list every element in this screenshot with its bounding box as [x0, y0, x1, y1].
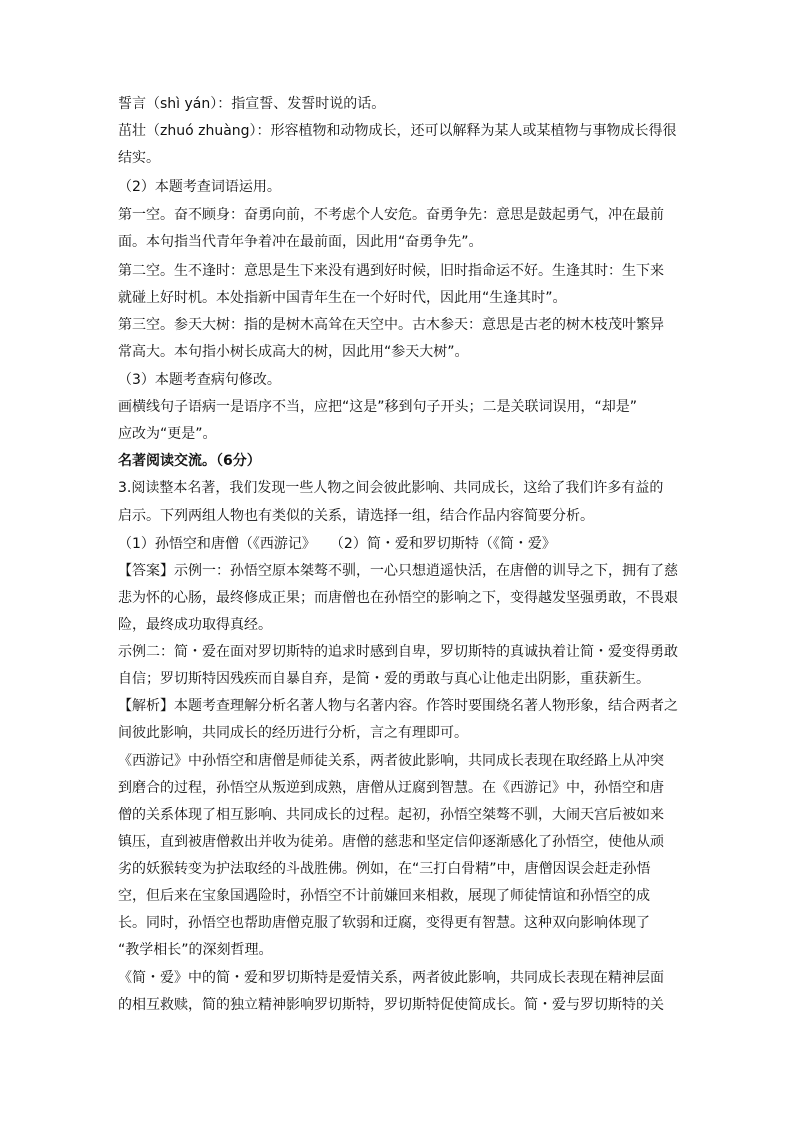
text-line: 就碰上好时机。本处指新中国青年生在一个好时代，因此用“生逢其时”。 — [118, 290, 567, 306]
text-line: （3）本题考查病句修改。 — [118, 372, 281, 388]
text-line: 僧的关系体现了相互影响、共同成长的过程。起初，孙悟空桀骜不驯，大闹天宫后被如来 — [118, 807, 664, 823]
text-line: （2）本题考查词语运用。 — [118, 179, 281, 195]
text-line: 空，但后来在宝象国遇险时，孙悟空不计前嫌回来相救，展现了师徒情谊和孙悟空的成 — [118, 888, 650, 904]
text-line: 《西游记》中孙悟空和唐僧是师徒关系，两者彼此影响，共同成长表现在取经路上从冲突 — [118, 753, 664, 769]
text-line: 险，最终成功取得真经。 — [118, 617, 272, 633]
text-line: （1）孙悟空和唐僧（《西游记》 （2）简・爱和罗切斯特（《简・爱》 — [118, 536, 556, 552]
text-line: 画横线句子语病一是语序不当，应把“这是”移到句子开头；二是关联词误用，“却是” — [118, 399, 638, 415]
text-line: 示例二：简・爱在面对罗切斯特的追求时感到自卑，罗切斯特的真诚执着让简・爱变得勇敢 — [118, 644, 678, 660]
text-line: 长。同时，孙悟空也帮助唐僧克服了软弱和迂腐，变得更有智慧。这种双向影响体现了 — [118, 915, 650, 931]
text-line: 【答案】示例一：孙悟空原本桀骜不驯，一心只想逍遥快活，在唐僧的训导之下，拥有了慈 — [118, 563, 678, 579]
text-line: 应改为“更是”。 — [118, 426, 217, 442]
text-line: 3.阅读整本名著，我们发现一些人物之间会彼此影响、共同成长，这给了我们许多有益的 — [118, 480, 664, 496]
text-line: 面。本句指当代青年争着冲在最前面，因此用“奋勇争先”。 — [118, 234, 483, 250]
text-line: 的相互救赎，简的独立精神影响罗切斯特，罗切斯特促使简成长。简・爱与罗切斯特的关 — [118, 997, 664, 1013]
text-line: 镇压，直到被唐僧救出并收为徒弟。唐僧的慈悲和坚定信仰逐渐感化了孙悟空，使他从顽 — [118, 834, 664, 850]
text-line: 劣的妖猴转变为护法取经的斗战胜佛。例如，在“三打白骨精”中，唐僧因误会赶走孙悟 — [118, 861, 651, 877]
text-line: 茁壮（zhuó zhuàng）：形容植物和动物成长，还可以解释为某人或某植物与事物成长得很 — [118, 123, 677, 139]
text-line: 誓言（shì yán）：指宣誓、发誓时说的话。 — [118, 96, 386, 112]
text-line: 悲为怀的心肠，最终修成正果；而唐僧也在孙悟空的影响之下，变得越发坚强勇敢，不畏艰 — [118, 590, 678, 606]
text-line: 到磨合的过程，孙悟空从叛逆到成熟，唐僧从迂腐到智慧。在《西游记》中，孙悟空和唐 — [118, 780, 664, 796]
text-line: 第三空。参天大树：指的是树木高耸在天空中。古木参天：意思是古老的树木枝茂叶繁异 — [118, 317, 664, 333]
text-line: 【解析】本题考查理解分析名著人物与名著内容。作答时要围绕名著人物形象，结合两者之 — [118, 698, 678, 714]
text-line: 常高大。本句指小树长成高大的树，因此用“参天大树”。 — [118, 344, 469, 360]
text-line: 启示。下列两组人物也有类似的关系，请选择一组，结合作品内容简要分析。 — [118, 508, 594, 524]
text-line: 间彼此影响，共同成长的经历进行分析，言之有理即可。 — [118, 725, 468, 741]
text-line: 第一空。奋不顾身：奋勇向前，不考虑个人安危。奋勇争先：意思是鼓起勇气，冲在最前 — [118, 207, 664, 223]
text-line: 《简・爱》中的简・爱和罗切斯特是爱情关系，两者彼此影响，共同成长表现在精神层面 — [118, 970, 664, 986]
text-line: 自信；罗切斯特因残疾而自暴自弃，是简・爱的勇敢与真心让他走出阴影，重获新生。 — [118, 671, 650, 687]
text-line: “教学相长”的深刻哲理。 — [118, 942, 273, 958]
text-line: 结实。 — [118, 150, 160, 166]
section-heading: 名著阅读交流。（6分） — [118, 453, 261, 469]
text-line: 第二空。生不逢时：意思是生下来没有遇到好时候，旧时指命运不好。生逢其时：生下来 — [118, 263, 664, 279]
